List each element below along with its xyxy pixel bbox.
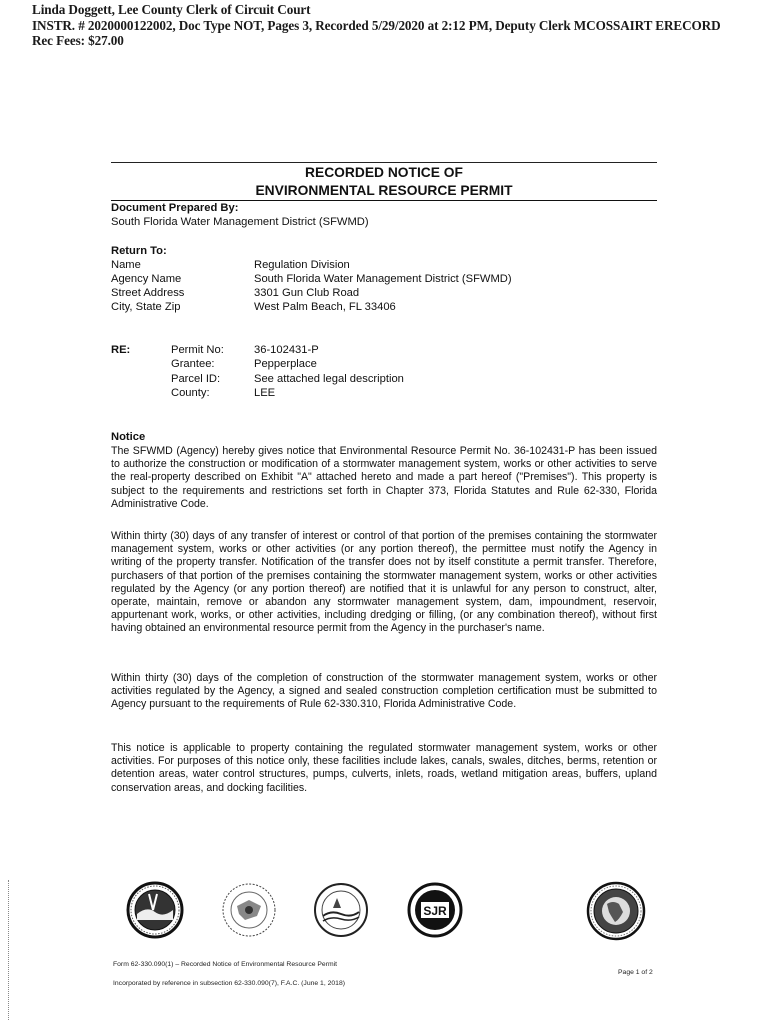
sfwmd-seal-icon xyxy=(585,880,647,942)
agency-seals-row xyxy=(111,880,657,950)
re-row-label: County: xyxy=(171,387,210,399)
return-to-row-value: 3301 Gun Club Road xyxy=(254,287,360,299)
nwfwmd-seal-icon xyxy=(219,880,279,940)
re-row-label: Parcel ID: xyxy=(171,373,221,385)
re-row-value: Pepperplace xyxy=(254,358,317,370)
re-row-label: Grantee: xyxy=(171,358,215,370)
re-row-value: 36-102431-P xyxy=(254,344,319,356)
notice-paragraph-1: The SFWMD (Agency) hereby gives notice that Environmental Resource Permit No. 36-102431-P has been issued to authorize the construction or modification of a stormwater management system, works or other activities to serve the real-property described on Exhibit "A" attached hereto and made a part hereof ("Premises"). This property is subject to the requirements and restrictions set forth in Chapter 373, Florida Statutes and Rule 62-330, Florida Administrative Code. xyxy=(111,445,657,510)
prepared-by-label: Document Prepared By: xyxy=(111,202,239,214)
footer-form-line: Form 62-330.090(1) – Recorded Notice of Environmental Resource Permit xyxy=(113,961,338,968)
recording-header xyxy=(32,2,762,49)
return-to-row-value: South Florida Water Management District (SFWMD) xyxy=(254,273,512,285)
return-to-row-label: Street Address xyxy=(111,287,185,299)
notice-paragraph-2: Within thirty (30) days of any transfer of interest or control of that portion of the premises containing the stormwater management system, works or other activities (or any portion thereof), the permittee must notify the Agency in writing of the property transfer. Notification of the transfer does not by itself constitute a permit transfer. Therefore, purchasers of that portion of the premises containing the stormwater management system, works or other activities regulated by the Agency (or any portion thereof) are notified that it is unlawful for any person to construct, alter, operate, maintain, remove or abandon any stormwater management system, dam, impoundment, reservoir, appurtenant work, works, or other activities, including dredging or filling, (or any combination thereof), without first having obtained an environmental resource permit from the Agency in the purchaser's name. xyxy=(111,530,657,635)
notice-heading: Notice xyxy=(111,431,146,443)
footer-incorporated-line: Incorporated by reference in subsection 62-330.090(7), F.A.C. (June 1, 2018) xyxy=(113,980,345,987)
sjrwmd-seal-icon xyxy=(405,880,465,940)
notice-paragraph-3: Within thirty (30) days of the completion of construction of the stormwater management system, works or other activities regulated by the Agency, a signed and sealed construction completion certification must be submitted to Agency pursuant to the requirements of Rule 62-330.310, Florida Administrative Code. xyxy=(111,672,657,711)
re-label: RE: xyxy=(111,344,131,356)
return-to-row-label: Agency Name xyxy=(111,273,182,285)
re-row-value: LEE xyxy=(254,387,276,399)
sjrwmd-seal-text: SJR xyxy=(423,904,447,918)
return-to-row-value: Regulation Division xyxy=(254,259,350,271)
page-number: Page 1 of 2 xyxy=(618,969,653,976)
recording-line-fees: Rec Fees: $27.00 xyxy=(32,33,124,49)
title-line-1: RECORDED NOTICE OF xyxy=(305,165,463,180)
notice-paragraph-4: This notice is applicable to property containing the regulated stormwater management system, works or other activities. For purposes of this notice only, these facilities include lakes, canals, swales, ditches, berms, retention or detention areas, water control structures, pumps, culverts, inlets, roads, wetland mitigation areas, buffers, upland conservation areas, and docking facilities. xyxy=(111,742,657,794)
return-to-label: Return To: xyxy=(111,245,167,257)
recording-line-instrument: INSTR. # 2020000122002, Doc Type NOT, Pages 3, Recorded 5/29/2020 at 2:12 PM, Deputy Clerk MCOSSAIRT ERECORD xyxy=(32,17,721,33)
re-row-value: See attached legal description xyxy=(254,373,404,385)
return-to-row-value: West Palm Beach, FL 33406 xyxy=(254,301,396,313)
recording-line-clerk: Linda Doggett, Lee County Clerk of Circuit Court xyxy=(32,2,311,17)
scan-margin-line xyxy=(8,880,9,1020)
prepared-by-value: South Florida Water Management District (SFWMD) xyxy=(111,216,369,228)
srwmd-seal-icon xyxy=(311,880,371,940)
return-to-row-label: City, State Zip xyxy=(111,301,181,313)
return-to-row-label: Name xyxy=(111,259,141,271)
title-line-2: ENVIRONMENTAL RESOURCE PERMIT xyxy=(255,183,513,198)
title-bottom-rule xyxy=(111,200,657,201)
re-row-label: Permit No: xyxy=(171,344,224,356)
florida-dep-seal-icon xyxy=(125,880,185,940)
title-top-rule xyxy=(111,162,657,163)
